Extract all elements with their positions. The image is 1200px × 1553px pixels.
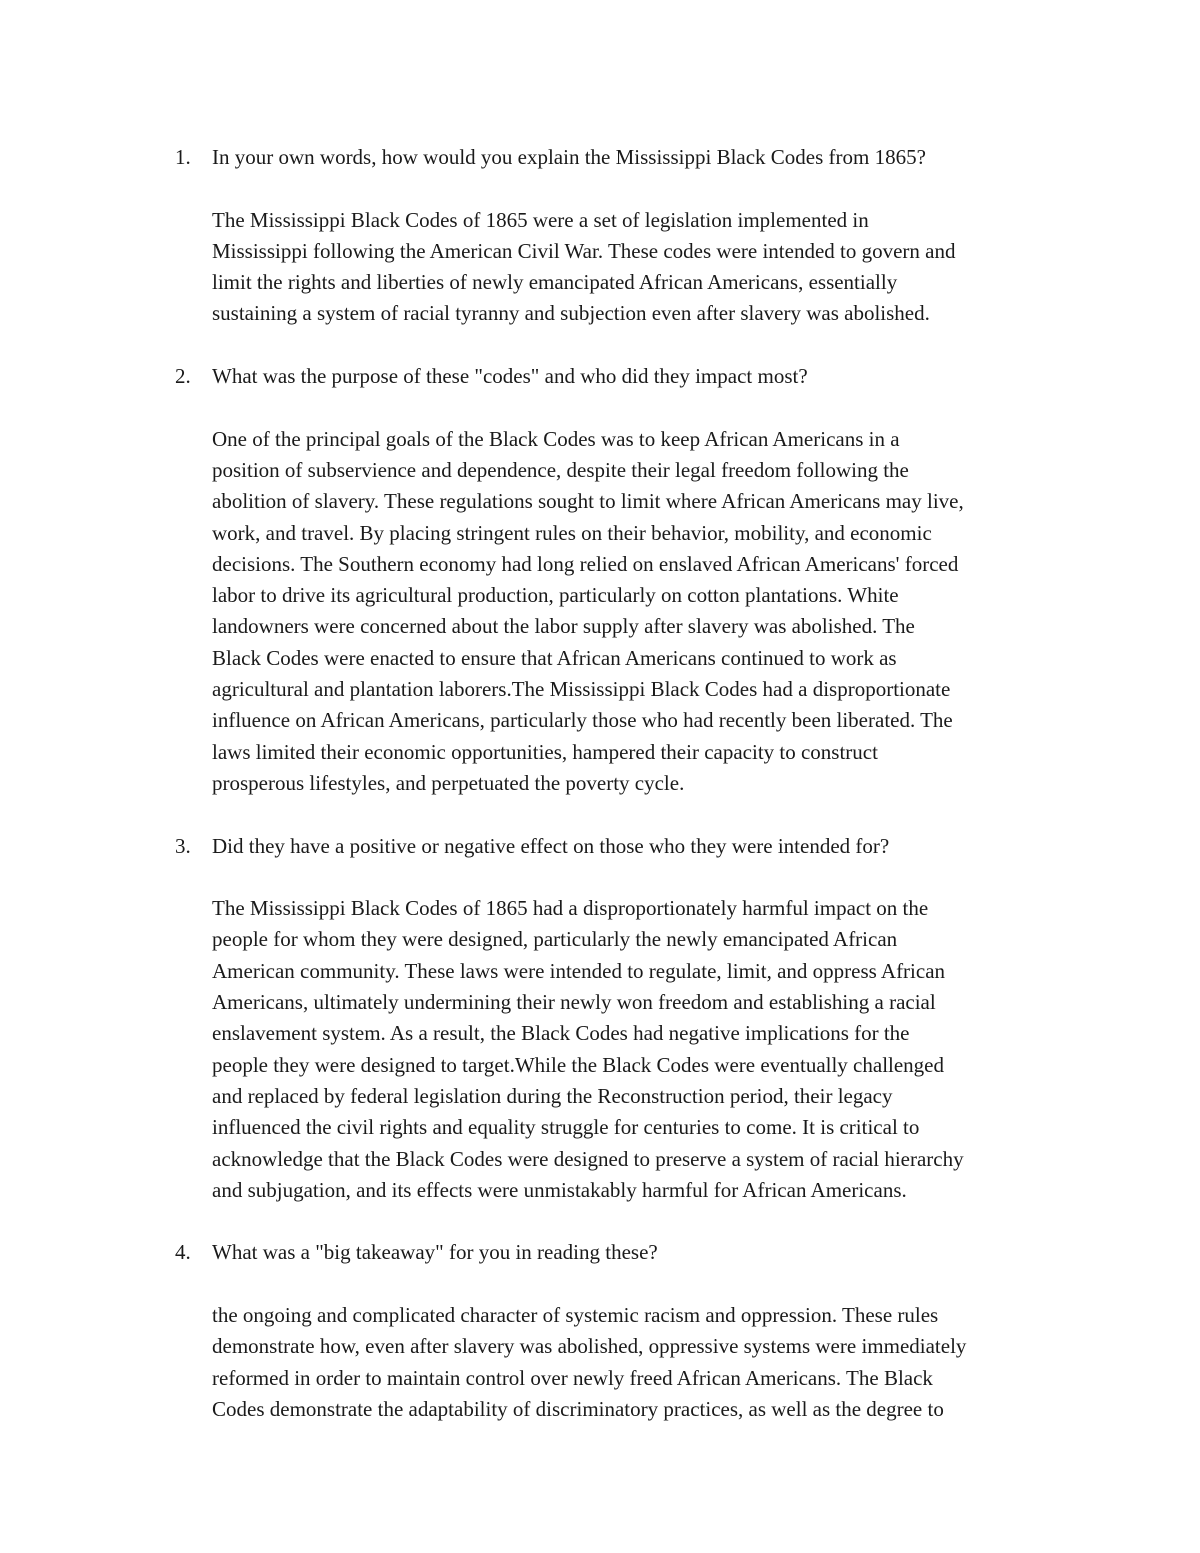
answer-text: The Mississippi Black Codes of 1865 had a disproportionately harmful impact on the people for whom they were designed, particularly the newly emancipated African American community. These laws were intended to regulate, limit, and oppress African Americans, ultimately undermining their newly won freedom and establishing a racial enslavement system. As a result, the Black Codes had negative implications for the people they were designed to target.While the Black Codes were eventually challenged and replaced by federal legislation during the Reconstruction period, their legacy influenced the civil rights and equality struggle for centuries to come. It is critical to acknowledge that the Black Codes were designed to preserve a system of racial hierarchy and subjugation, and its effects were unmistakably harmful for African Americans. <box>212 896 964 1202</box>
document-content <box>0 142 1200 1456</box>
answer-text: The Mississippi Black Codes of 1865 were a set of legislation implemented in Mississippi following the American Civil War. These codes were intended to govern and limit the rights and liberties of newly emancipated African Americans, essentially sustaining a system of racial tyranny and subjection even after slavery was abolished. <box>212 207 956 326</box>
question-number: 2. <box>175 364 191 389</box>
question-text: In your own words, how would you explain the Mississippi Black Codes from 1865? <box>212 145 926 169</box>
question-item-3 <box>0 831 1200 1207</box>
question-item-4 <box>0 1237 1200 1425</box>
question-text: What was the purpose of these "codes" and who did they impact most? <box>212 364 808 389</box>
question-number: 4. <box>175 1240 191 1265</box>
answer-text: One of the principal goals of the Black Codes was to keep African Americans in a position of subservience and dependence, despite their legal freedom following the abolition of slavery. These regulations sought to limit where African Americans may live, work, and travel. By placing stringent rules on their behavior, mobility, and economic decisions. The Southern economy had long relied on enslaved African Americans' forced labor to drive its agricultural production, particularly on cotton plantations. White landowners were concerned about the labor supply after slavery was abolished. The Black Codes were enacted to ensure that African Americans continued to work as agricultural and plantation laborers.The Mississippi Black Codes had a disproportionate influence on African Americans, particularly those who had recently been liberated. The laws limited their economic opportunities, hampered their capacity to construct prosperous lifestyles, and perpetuated the poverty cycle. <box>212 426 964 795</box>
question-text: What was a "big takeaway" for you in reading these? <box>212 1240 658 1265</box>
answer-text: the ongoing and complicated character of systemic racism and oppression. These rules demonstrate how, even after slavery was abolished, oppressive systems were immediately reformed in order to maintain control over newly freed African Americans. The Black Codes demonstrate the adaptability of discriminatory practices, as well as the degree to <box>212 1302 967 1421</box>
question-number: 3. <box>175 833 191 858</box>
question-text: Did they have a positive or negative effect on those who they were intended for? <box>212 833 890 858</box>
question-item-2 <box>0 361 1200 799</box>
question-number: 1. <box>175 145 191 169</box>
question-item-1 <box>0 142 1200 330</box>
